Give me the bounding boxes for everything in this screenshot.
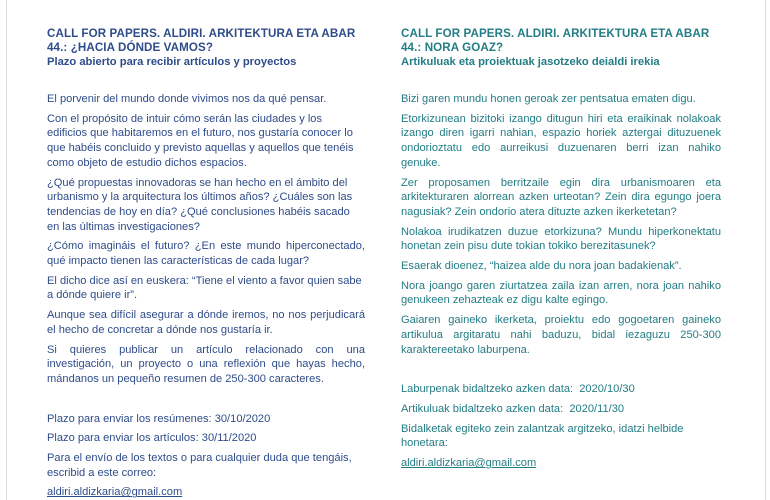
es-title: CALL FOR PAPERS. ALDIRI. ARKITEKTURA ETA ABAR 44.: ¿HACIA DÓNDE VAMOS? — [47, 27, 356, 54]
eu-deadline-abstracts: Laburpenak bidaltzeko azken data: 2020/10/30 — [401, 383, 635, 396]
eu-email-link[interactable]: aldiri.aldizkaria@gmail.com — [401, 457, 537, 470]
es-paragraph-3: ¿Qué propuestas innovadoras se han hecho en el ámbito del urbanismo y la arquitectura los últimos años? ¿Cuáles son las tendencias de hoy en día? ¿Qué conclusiones habéis sacado en las últimas investigaciones? — [47, 176, 353, 233]
es-subtitle: Plazo abierto para recibir artículos y proyectos — [47, 56, 297, 68]
es-paragraph-7: Si quieres publicar un artículo relacionado con una investigación, un proyecto o una reflexión que hayas hecho, mándanos un pequeño resumen de 250-300 caracteres. — [47, 343, 365, 385]
es-deadline-articles: Plazo para enviar los artículos: 30/11/2020 — [47, 432, 257, 445]
eu-contact-text: Bidalketak egiteko zein zalantzak argitzeko, idatzi helbide honetara: — [401, 422, 684, 450]
eu-subtitle: Artikuluak eta proiektuak jasotzeko deialdi irekia — [401, 56, 660, 68]
eu-body — [401, 92, 721, 471]
eu-paragraph-3: Zer proposamen berritzaile egin dira urbanismoaren eta arkitekturaren alorrean azken urteotan? Zein dira egungo joera nagusiak? Zein ondorio atera dituzte azken ikerketetan? — [401, 176, 721, 218]
es-paragraph-4: ¿Cómo imagináis el futuro? ¿En este mundo hiperconectado, qué impacto tienen las características de cada lugar? — [47, 240, 365, 268]
es-body — [47, 92, 365, 500]
es-contact-text: Para el envío de los textos o para cualquier duda que tengáis, escribid a este correo: — [47, 452, 352, 479]
eu-paragraph-7: Gaiaren gaineko ikerketa, proiektu edo gogoetaren gaineko artikulua argitaratu nahi baduzu, bidal iezaguzu 250-300 karaktereetako laburpena. — [401, 314, 721, 356]
eu-paragraph-4: Nolakoa irudikatzen duzue etorkizuna? Mundu hiperkonektatu honetan zein pisu dute tokian tokiko berezitasunek? — [401, 225, 721, 253]
eu-title: CALL FOR PAPERS. ALDIRI. ARKITEKTURA ETA ABAR 44.: NORA GOAZ? — [401, 27, 710, 54]
spanish-column — [47, 27, 365, 500]
eu-paragraph-1: Bizi garen mundu honen geroak zer pentsatua ematen digu. — [401, 93, 696, 105]
es-email-link[interactable]: aldiri.aldizkaria@gmail.com — [47, 486, 183, 499]
es-paragraph-2: Con el propósito de intuir cómo serán las ciudades y los edificios que habitaremos en el futuro, nos gustaría conocer lo que habéis concluido y previsto aquellas y aquellos que tenéis como objeto de estudio dichos espacios. — [47, 112, 354, 169]
eu-paragraph-6: Nora joango garen ziurtatzea zaila izan arren, nora joan nahiko genukeen zehazteak ez digu kalte egingo. — [401, 279, 721, 307]
es-paragraph-5: El dicho dice así en euskera: “Tiene el viento a favor quien sabe a dónde quiere ir”. — [47, 274, 362, 302]
es-deadline-abstracts: Plazo para enviar los resúmenes: 30/10/2020 — [47, 412, 271, 425]
eu-paragraph-2: Etorkizunean bizitoki izango ditugun hiri eta eraikinak nolakoak izango diren igarri nahian, espazio horiek aztergai dituzuenek ondorioztatu edo aurreikusi duzuenaren berri izan nahiko genuke. — [401, 112, 721, 169]
eu-deadline-articles: Artikuluak bidaltzeko azken data: 2020/11/30 — [401, 402, 625, 415]
eu-paragraph-5: Esaerak dioenez, “haizea alde du nora joan badakienak”. — [401, 260, 682, 273]
basque-column — [401, 27, 721, 471]
es-paragraph-1: El porvenir del mundo donde vivimos nos da qué pensar. — [47, 93, 327, 105]
right-page-border — [765, 0, 766, 500]
left-page-border — [6, 0, 7, 500]
es-paragraph-6: Aunque sea difícil asegurar a dónde iremos, no nos perjudicará el hecho de concretar a dónde nos gustaría ir. — [47, 309, 365, 336]
